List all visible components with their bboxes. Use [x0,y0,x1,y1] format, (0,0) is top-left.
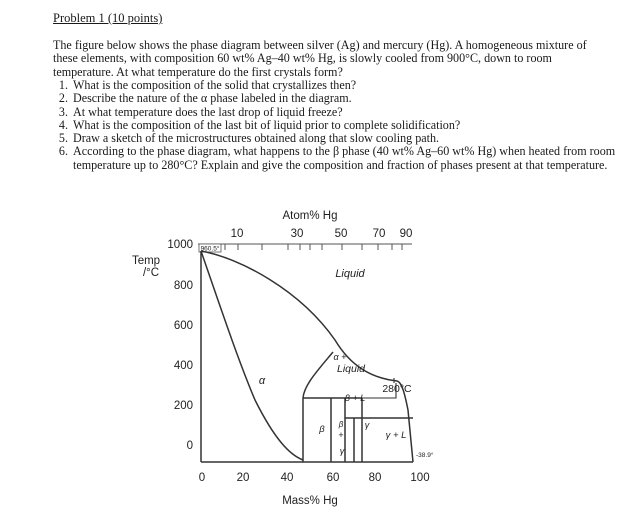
liquidus-curve [201,251,413,462]
question-item: 4. What is the composition of the last bit of liquid prior to complete solidification? [71,119,616,132]
gamma-label: γ [339,446,345,456]
beta-liquid-label: β + L [344,393,366,403]
question-item: 3. At what temperature does the last drop of liquid freeze? [71,106,616,119]
top-axis-title: Atom% Hg [282,210,338,222]
alpha-liquid-label: Liquid [336,363,366,375]
melt-hg-annotation: -38.9° [416,452,434,459]
melt-ag-annotation: 960.5° [200,245,220,253]
bottom-tick-label: 0 [198,472,206,484]
top-tick-label: 70 [372,228,386,240]
liquid-label: Liquid [335,268,365,280]
bottom-tick-label: 100 [410,472,430,484]
gamma-label: γ [364,420,370,430]
y-tick-label: 1000 [167,239,193,251]
y-tick-label: 400 [173,360,193,372]
y-tick-label: 800 [173,280,193,292]
top-tick-label: 30 [290,228,304,240]
y-tick-label: 600 [173,320,193,332]
y-axis-title: Temp [131,255,161,267]
gamma-liquid-label: γ + L [385,430,407,441]
bottom-axis-title: Mass% Hg [282,495,338,507]
y-tick-label: 200 [173,400,193,412]
question-item: 2. Describe the nature of the α phase labeled in the diagram. [71,92,616,105]
bottom-tick-label: 20 [236,472,250,484]
question-item: 6. According to the phase diagram, what happens to the β phase (40 wt% Ag–60 wt% Hg) when heated from room temperature up to 280°C? Explain and give the composition and fraction of phases present at that temperature. [71,145,616,172]
top-minor-ticks [212,244,402,250]
y-tick-label: 0 [186,440,193,452]
alpha-liquid-label: α + [333,352,347,362]
beta-label: β [338,420,344,429]
alpha-solidus-curve [303,352,333,398]
bottom-tick-label: 40 [280,472,294,484]
bottom-tick-label: 60 [326,472,340,484]
question-item: 1. What is the composition of the solid that crystallizes then? [71,79,616,92]
phase-boundaries [201,251,413,462]
alpha-solvus-curve [201,251,303,460]
bottom-tick-label: 80 [368,472,382,484]
beta-label: β [319,424,325,435]
y-axis-unit: /°C [142,267,160,279]
problem-title: Problem 1 (10 points) [53,11,163,25]
temp-280-annotation: 280°C [382,383,412,395]
alpha-label: α [258,375,266,387]
top-tick-label: 50 [334,228,348,240]
plus-label: + [338,430,344,440]
problem-intro: The figure below shows the phase diagram between silver (Ag) and mercury (Hg). A homogeneous mixture of these elements, with composition 60 wt% Ag–40 wt% Hg, is slowly cooled from 900°C, down to room temperature. At what temperature do the first crystals form? [53,38,587,79]
top-tick-label: 90 [399,228,413,240]
top-tick-label: 10 [230,228,244,240]
question-item: 5. Draw a sketch of the microstructures obtained along that slow cooling path. [71,132,616,145]
